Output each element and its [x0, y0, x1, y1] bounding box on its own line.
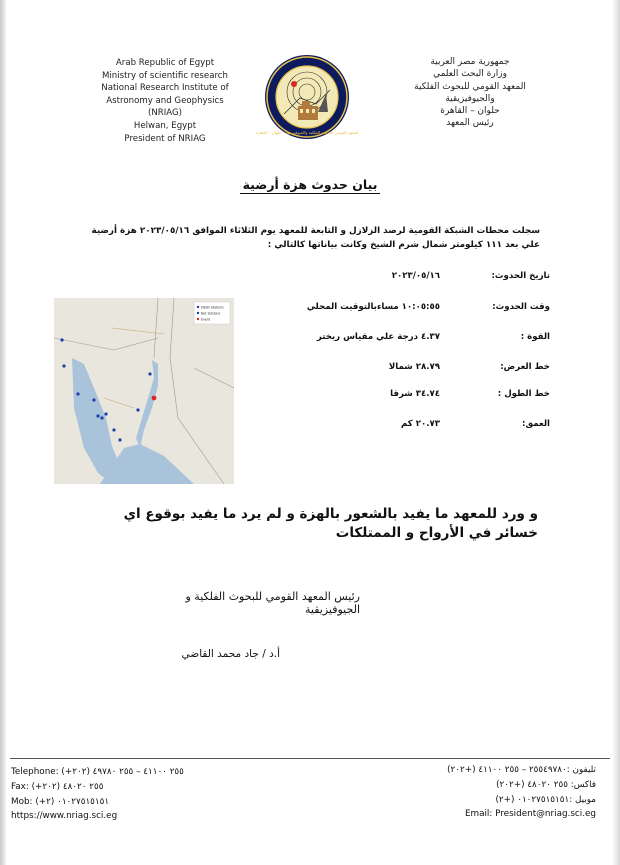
document-title-text: بيان حدوث هزة أرضية [240, 177, 381, 194]
header-en-line: Arab Republic of Egypt [115, 58, 215, 68]
header-arabic [400, 56, 540, 130]
legend-item: ENSN Stations [201, 305, 224, 310]
header-ar-line: رئيس المعهد [446, 118, 494, 129]
epicenter-map [54, 298, 234, 484]
map-station [136, 408, 139, 411]
footer-mobile: Mob: (+٢) ٠١٠٢٧٥١٥١٥١ [11, 796, 110, 807]
field-label-date: تاريخ الحدوث: [491, 271, 550, 281]
footer-fax: Fax: (+٢٠٢) ٢٥٥ ٤٨٠٢٠ [11, 781, 104, 792]
header-english [90, 57, 240, 145]
field-label-depth: العمق: [522, 419, 550, 429]
field-value-longitude: ٣٤.٧٤ شرقا [390, 389, 440, 399]
footer-arabic [420, 763, 596, 822]
map-station [104, 412, 107, 415]
header-ar-line: المعهد القومي للبحوث الفلكية [414, 81, 526, 92]
legend-item: Net stations [201, 311, 221, 316]
footer-ar-fax: فاكس: ٢٥٥ ٤٨٠٢٠ (+٢٠٢) [496, 779, 596, 790]
map-station [148, 372, 151, 375]
legend-event-marker [197, 318, 199, 320]
signature-title: رئيس المعهد القومي للبحوث الفلكية و الجيوفيزيقية [185, 590, 360, 616]
map-station [96, 414, 99, 417]
field-value-time: ١٠:٠٥:٥٥ مساءبالتوقيت المحلي [306, 302, 440, 312]
header-ar-line: جمهورية مصر العربية [430, 57, 510, 67]
map-station [92, 398, 95, 401]
header-en-line: President of NRIAG [124, 133, 206, 144]
header-en-line: National Research Institute of [101, 83, 229, 94]
legend-net-marker [197, 312, 199, 314]
header-en-line: Astronomy and Geophysics [106, 95, 224, 106]
map-station [112, 428, 115, 431]
footer-email-link[interactable]: Email: President@nriag.sci.eg [464, 809, 596, 820]
header-en-line: (NRIAG) [147, 108, 183, 119]
map-station [62, 364, 65, 367]
legend-station-marker [197, 306, 199, 308]
field-value-date: ٢٠٢٣/٠٥/١٦ [391, 271, 440, 281]
nriag-logo [255, 54, 359, 140]
field-label-magnitude: القوة : [520, 332, 550, 342]
document-title [0, 177, 620, 192]
footer-website-link[interactable]: https://www.nriag.sci.eg [11, 811, 118, 822]
earthquake-epicenter [152, 396, 157, 401]
intro-paragraph: سجلت محطات الشبكة القومية لرصد الزلازل و التابعة للمعهد يوم الثلاثاء الموافق ٢٠٢٣/٠٥/١٦ هزة أرضية علي بعد ١١١ كيلومتر شمال شرم الشيخ وكانت بياناتها كالتالي : [91, 226, 540, 250]
legend-item: Event [201, 317, 211, 322]
field-label-longitude: خط الطول : [497, 389, 550, 399]
statement-text: و ورد للمعهد ما يفيد بالشعور بالهزة و لم يرد ما يفيد بوقوع اي خسائر في الأرواح و الممتلكات [123, 506, 538, 541]
map-station [60, 338, 63, 341]
map-legend [194, 302, 230, 324]
field-label-time: وقت الحدوث: [492, 302, 550, 312]
footer-ar-telephone: تليفون :٢٥٥٤٩٧٨٠ – ٢٥٥ ٤١١٠٠ (+٢٠٢) [447, 765, 596, 775]
map-station [100, 416, 103, 419]
footer-english [11, 765, 241, 824]
logo-ring-text: المعهد القومي للبحوث الفلكية والجيوفيزيقية - حلوان - القاهرة [255, 130, 359, 135]
page-right-edge [612, 0, 620, 865]
signature-name: أ.د / جاد محمد القاضي [181, 648, 280, 660]
header-en-line: Ministry of scientific research [102, 70, 228, 81]
footer-ar-mobile: موبيل :٠١٠٢٧٥١٥١٥١ (+٢) [495, 794, 596, 805]
header-ar-line: وزارة البحث العلمي [433, 69, 507, 80]
field-value-latitude: ٢٨.٧٩ شمالا [388, 362, 440, 372]
map-station [76, 392, 79, 395]
header-en-line: Helwan, Egypt [133, 120, 197, 131]
field-value-depth: ٢٠.٧٣ كم [401, 419, 440, 429]
field-value-magnitude: ٤.٣٧ درجة علي مقياس ريختر [316, 332, 440, 342]
map-station [118, 438, 121, 441]
footer-telephone: Telephone: (+٢٠٢) ٢٥٥ ٤١١٠٠ – ٢٥٥ ٤٩٧٨٠ [11, 767, 184, 777]
header-ar-line: حلوان – القاهرة [440, 106, 500, 117]
page-left-edge [0, 0, 6, 865]
header-ar-line: والجيوفيزيقية [445, 93, 495, 104]
footer-divider [10, 758, 610, 759]
field-label-latitude: خط العرض: [500, 362, 550, 372]
